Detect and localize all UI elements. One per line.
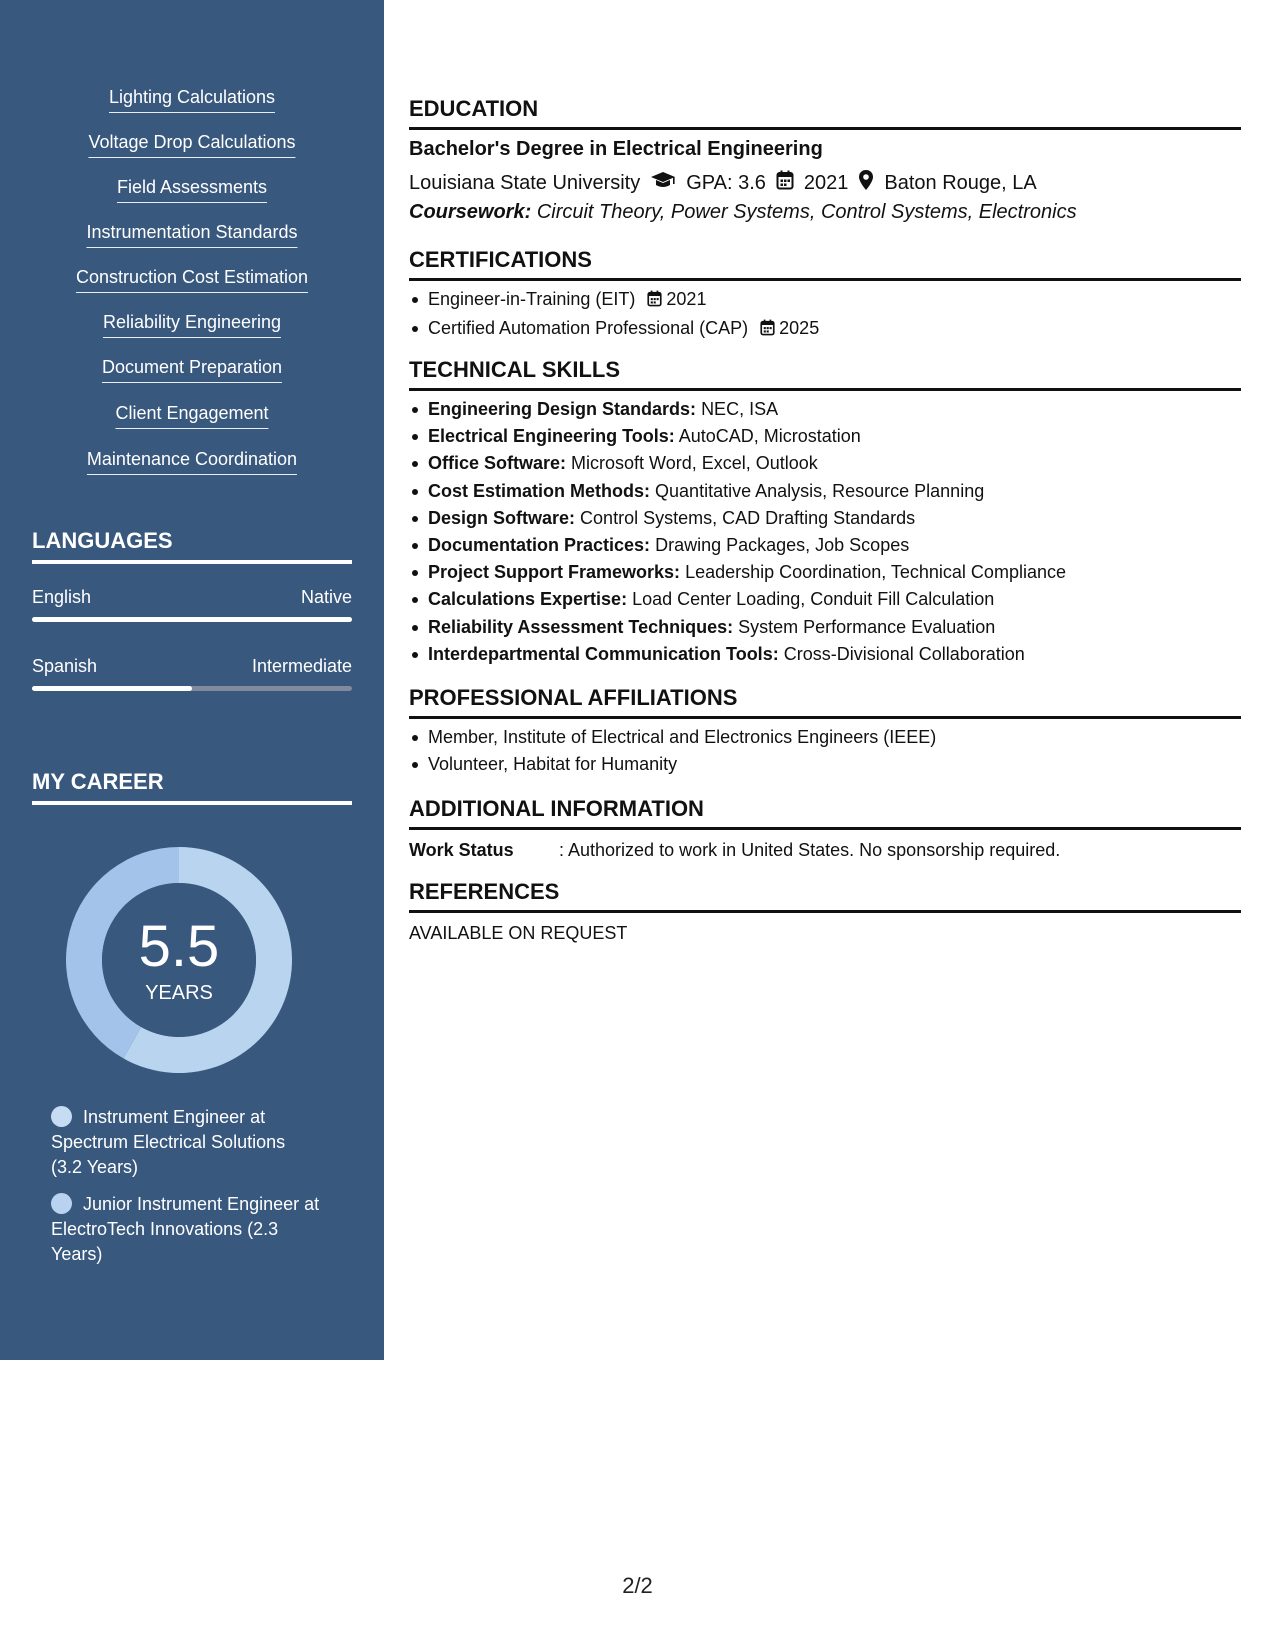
skill-label: Documentation Practices: <box>428 535 651 556</box>
skill-value: Cross-Divisional Collaboration <box>783 643 1025 664</box>
career-legend-text: Junior Instrument Engineer at ElectroTech Innovations (2.3 Years) <box>51 1194 320 1264</box>
skill-entry <box>428 450 1248 477</box>
languages-heading: LANGUAGES <box>32 528 352 564</box>
language-bar-english <box>32 617 352 622</box>
career-heading: MY CAREER <box>32 769 352 805</box>
skill-label: Electrical Engineering Tools: <box>428 426 675 447</box>
skill-item: Client Engagement <box>115 402 268 429</box>
skill-entry <box>428 423 1248 450</box>
skill-label: Cost Estimation Methods: <box>428 480 651 501</box>
coursework <box>409 200 1077 224</box>
language-level: Native <box>300 587 352 607</box>
skill-entry <box>428 559 1248 586</box>
certification-item <box>428 286 1248 315</box>
language-bar-fill <box>32 617 352 622</box>
skill-item: Construction Cost Estimation <box>76 266 308 293</box>
work-status <box>409 839 1060 861</box>
certifications-heading: CERTIFICATIONS <box>409 247 1241 281</box>
skill-value: System Performance Evaluation <box>738 616 996 637</box>
technical-skills-heading: TECHNICAL SKILLS <box>409 357 1241 391</box>
calendar-icon <box>776 170 794 196</box>
career-legend-item <box>51 1105 321 1180</box>
technical-skills-list <box>409 396 1248 668</box>
skill-value: Load Center Loading, Conduit Fill Calculation <box>632 589 995 610</box>
certifications-list <box>409 286 1248 344</box>
additional-info-heading: ADDITIONAL INFORMATION <box>409 796 1241 830</box>
skill-value: Microsoft Word, Excel, Outlook <box>571 453 818 474</box>
education-heading: EDUCATION <box>409 96 1241 130</box>
education-details <box>409 169 1037 197</box>
sidebar <box>0 0 384 1360</box>
degree-title: Bachelor's Degree in Electrical Engineering <box>409 138 823 160</box>
work-status-value: : Authorized to work in United States. No sponsorship required. <box>559 840 1061 860</box>
graduation-cap-icon <box>650 171 676 195</box>
calendar-icon <box>647 288 662 315</box>
skill-item: Lighting Calculations <box>109 86 275 113</box>
affiliation-item: Volunteer, Habitat for Humanity <box>428 751 1248 778</box>
skill-label: Reliability Assessment Techniques: <box>428 616 734 637</box>
skill-entry <box>428 478 1248 505</box>
skill-entry <box>428 396 1248 423</box>
affiliations-list <box>409 724 1248 778</box>
skill-label: Project Support Frameworks: <box>428 562 681 583</box>
skill-item: Field Assessments <box>117 176 267 203</box>
career-total-unit: YEARS <box>145 982 213 1004</box>
legend-dot-icon <box>51 1193 72 1214</box>
skill-entry <box>428 614 1248 641</box>
skill-item: Maintenance Coordination <box>87 448 297 475</box>
skill-entry <box>428 641 1248 668</box>
language-bar-fill <box>32 686 192 691</box>
school-location: Baton Rouge, LA <box>884 172 1037 194</box>
skill-entry <box>428 532 1248 559</box>
page-number: 2/2 <box>622 1573 653 1598</box>
certification-name: Certified Automation Professional (CAP) <box>428 318 749 339</box>
certification-year: 2021 <box>666 289 707 309</box>
skill-item: Reliability Engineering <box>103 311 281 338</box>
coursework-label: Coursework: <box>409 201 532 223</box>
language-bar-spanish <box>32 686 352 691</box>
references-heading: REFERENCES <box>409 879 1241 913</box>
references-text: AVAILABLE ON REQUEST <box>409 923 628 943</box>
certification-item <box>428 315 1248 344</box>
location-pin-icon <box>858 169 874 197</box>
skill-label: Office Software: <box>428 453 567 474</box>
skill-value: Quantitative Analysis, Resource Planning <box>655 480 985 501</box>
skill-label: Design Software: <box>428 507 576 528</box>
skill-value: AutoCAD, Microstation <box>678 426 861 447</box>
skill-value: Leadership Coordination, Technical Compliance <box>685 562 1066 583</box>
work-status-label: Work Status <box>409 840 514 860</box>
certification-year: 2025 <box>779 318 820 339</box>
language-level: Intermediate <box>251 656 352 676</box>
language-name: English <box>32 587 92 607</box>
language-name: Spanish <box>32 656 98 676</box>
career-total-value: 5.5 <box>138 914 220 979</box>
skill-value: Drawing Packages, Job Scopes <box>655 535 910 556</box>
skill-entry <box>428 586 1248 613</box>
graduation-year: 2021 <box>803 172 849 194</box>
language-row-english <box>32 586 352 608</box>
skill-label: Interdepartmental Communication Tools: <box>428 643 779 664</box>
gpa: GPA: 3.6 <box>686 172 766 194</box>
skill-item: Document Preparation <box>102 356 282 383</box>
language-row-spanish <box>32 655 352 677</box>
calendar-icon <box>760 317 775 344</box>
skill-value: Control Systems, CAD Drafting Standards <box>580 507 916 528</box>
career-legend-text: Instrument Engineer at Spectrum Electrical Solutions (3.2 Years) <box>51 1107 286 1177</box>
skill-item: Voltage Drop Calculations <box>88 131 295 158</box>
skill-entry <box>428 505 1248 532</box>
certification-name: Engineer-in-Training (EIT) <box>428 289 636 309</box>
skill-item: Instrumentation Standards <box>86 221 297 248</box>
school-name: Louisiana State University <box>409 172 641 194</box>
coursework-list: Circuit Theory, Power Systems, Control Systems, Electronics <box>536 201 1077 223</box>
skill-label: Engineering Design Standards: <box>428 399 697 419</box>
skill-label: Calculations Expertise: <box>428 589 628 610</box>
legend-dot-icon <box>51 1106 72 1127</box>
affiliation-item: Member, Institute of Electrical and Electronics Engineers (IEEE) <box>428 724 1248 751</box>
skill-value: NEC, ISA <box>701 399 779 419</box>
career-legend-item <box>51 1192 321 1267</box>
affiliations-heading: PROFESSIONAL AFFILIATIONS <box>409 685 1241 719</box>
